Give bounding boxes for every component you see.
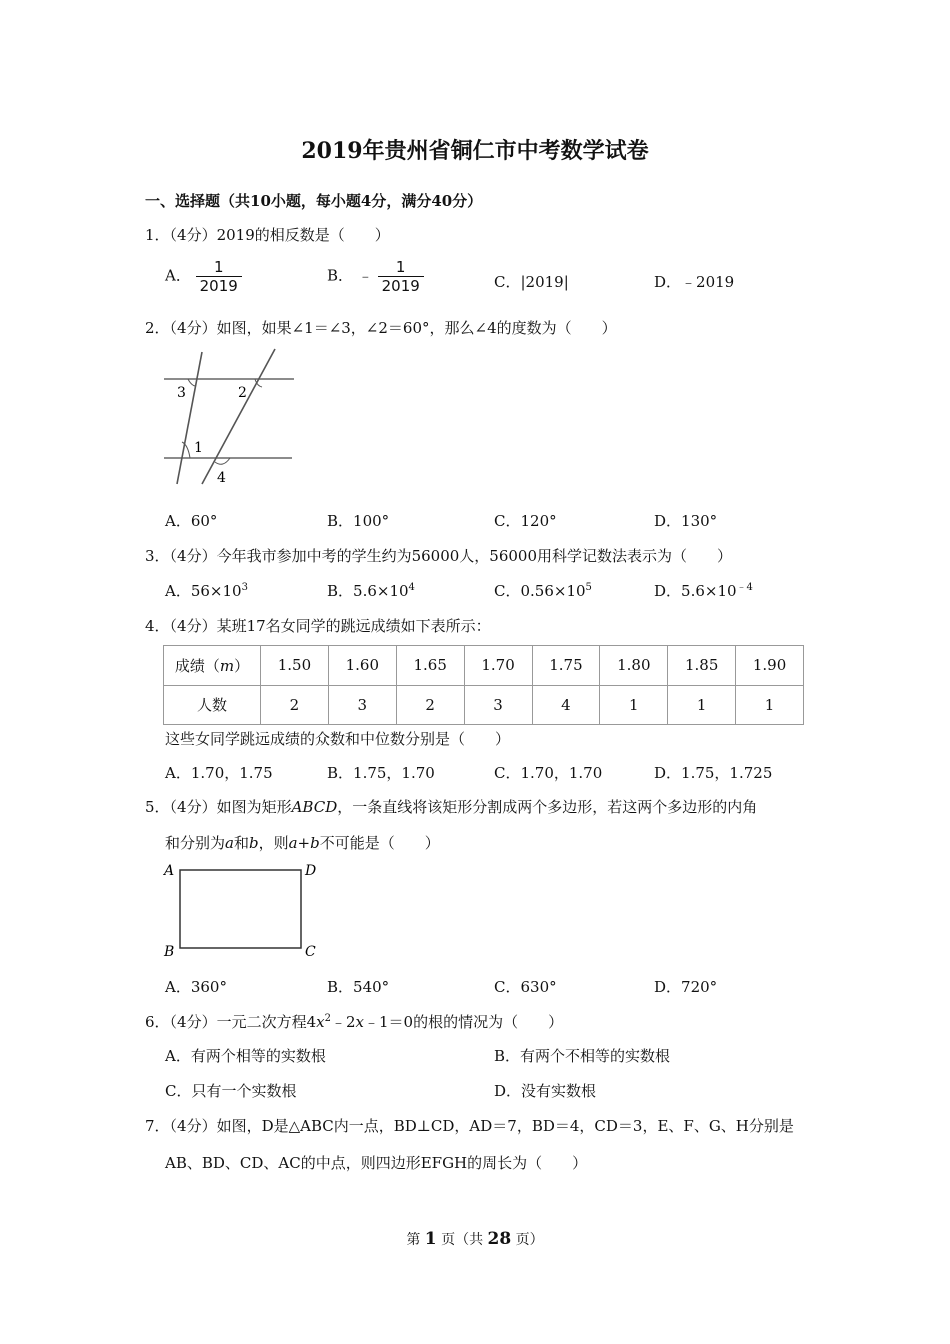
question-2-option-c[interactable]: C．120°	[494, 512, 557, 530]
question-1-option-c[interactable]: C．|2019|	[494, 273, 569, 291]
vertex-label-d: D	[305, 863, 317, 879]
question-5-stem-line2: 和分别为a和b，则a+b不可能是（ ）	[165, 834, 440, 852]
question-1-stem: 1．（4分）2019的相反数是（ ）	[145, 226, 390, 244]
question-4-option-c[interactable]: C．1.70，1.70	[494, 764, 603, 782]
table-cell: 3	[464, 685, 532, 725]
question-5-option-a[interactable]: A．360°	[165, 978, 227, 996]
table-row	[164, 685, 804, 725]
question-5-stem-line1: 5．（4分）如图为矩形ABCD，一条直线将该矩形分割成两个多边形，若这两个多边形的内角	[145, 798, 758, 816]
table-header-count: 人数	[164, 685, 261, 725]
question-4-option-a[interactable]: A．1.70，1.75	[165, 764, 273, 782]
page-title: 2019年贵州省铜仁市中考数学试卷	[301, 138, 649, 164]
table-cell: 2	[261, 685, 329, 725]
question-5-option-c[interactable]: C．630°	[494, 978, 557, 996]
question-3-stem: 3．（4分）今年我市参加中考的学生约为56000人，56000用科学记数法表示为（ ）	[145, 547, 733, 565]
table-cell: 3	[328, 685, 396, 725]
table-cell: 2	[396, 685, 464, 725]
vertex-label-a: A	[164, 863, 175, 879]
table-cell: 1	[668, 685, 736, 725]
table-cell: 1.90	[736, 646, 804, 686]
question-7-stem-line1: 7．（4分）如图，D是△ABC内一点，BD⊥CD，AD＝7，BD＝4，CD＝3，E、F、G、H分别是	[145, 1117, 794, 1135]
question-2-option-b[interactable]: B．100°	[327, 512, 390, 530]
angle-label-3: 3	[177, 385, 186, 401]
question-6-option-b[interactable]: B．有两个不相等的实数根	[494, 1047, 671, 1065]
question-5-option-d[interactable]: D．720°	[654, 978, 718, 996]
table-cell: 1.85	[668, 646, 736, 686]
question-3-option-b[interactable]: B．$5.6\times 10^4$	[327, 582, 415, 600]
table-cell: 1.65	[396, 646, 464, 686]
rectangle-abcd-figure	[160, 858, 325, 960]
table-cell: 1.70	[464, 646, 532, 686]
table-cell: 1.80	[600, 646, 668, 686]
question-5-option-b[interactable]: B．540°	[327, 978, 390, 996]
section-heading: 一、选择题（共10小题，每小题4分，满分40分）	[145, 192, 483, 210]
question-4-option-b[interactable]: B．1.75，1.70	[327, 764, 435, 782]
question-4-ask: 这些女同学跳远成绩的众数和中位数分别是（ ）	[165, 730, 511, 748]
scores-table	[163, 645, 804, 725]
question-3-option-d[interactable]: D．$5.6\times 10^{﹣4}$	[654, 582, 753, 600]
question-4-option-d[interactable]: D．1.75，1.725	[654, 764, 773, 782]
angle-label-4: 4	[217, 470, 226, 486]
question-2-stem: 2．（4分）如图，如果∠1＝∠3，∠2＝60°，那么∠4的度数为（ ）	[145, 319, 617, 337]
question-6-option-c[interactable]: C．只有一个实数根	[165, 1082, 297, 1100]
page-footer: 第 1 页（共 28 页）	[406, 1229, 544, 1249]
vertex-label-c: C	[305, 944, 316, 960]
table-header-score: 成绩（m）	[164, 646, 261, 686]
question-3-option-c[interactable]: C．$0.56\times 10^5$	[494, 582, 592, 600]
table-cell: 1.50	[261, 646, 329, 686]
parallel-lines-figure	[160, 346, 300, 491]
page-number: 1	[424, 1229, 437, 1249]
question-6-option-a[interactable]: A．有两个相等的实数根	[165, 1047, 326, 1065]
fraction: $\frac{1}{2019}$	[378, 258, 424, 295]
question-6-stem: 6．（4分）一元二次方程$4x^2﹣2x﹣1=0$的根的情况为（ ）	[145, 1013, 564, 1031]
table-cell: 1.60	[328, 646, 396, 686]
question-7-stem-line2: AB、BD、CD、AC的中点，则四边形EFGH的周长为（ ）	[165, 1154, 588, 1172]
table-cell: 1	[600, 685, 668, 725]
page-total: 28	[487, 1229, 512, 1249]
table-cell: 1.75	[532, 646, 600, 686]
table-cell: 1	[736, 685, 804, 725]
table-cell: 4	[532, 685, 600, 725]
question-2-option-d[interactable]: D．130°	[654, 512, 718, 530]
fraction: $\frac{1}{2019}$	[196, 258, 242, 295]
table-row	[164, 646, 804, 686]
vertex-label-b: B	[164, 944, 175, 960]
question-1-option-d[interactable]: D．﹣2019	[654, 273, 735, 291]
question-1-option-b[interactable]: B． ﹣ $\frac{1}{2019}$	[327, 258, 424, 295]
question-1-option-a[interactable]: A． $\frac{1}{2019}$	[165, 258, 242, 295]
question-6-option-d[interactable]: D．没有实数根	[494, 1082, 597, 1100]
question-3-option-a[interactable]: A．$56\times 10^3$	[165, 582, 248, 600]
angle-label-1: 1	[194, 440, 203, 456]
question-2-option-a[interactable]: A．60°	[165, 512, 218, 530]
angle-label-2: 2	[238, 385, 247, 401]
question-4-stem: 4．（4分）某班17名女同学的跳远成绩如下表所示：	[145, 617, 491, 635]
